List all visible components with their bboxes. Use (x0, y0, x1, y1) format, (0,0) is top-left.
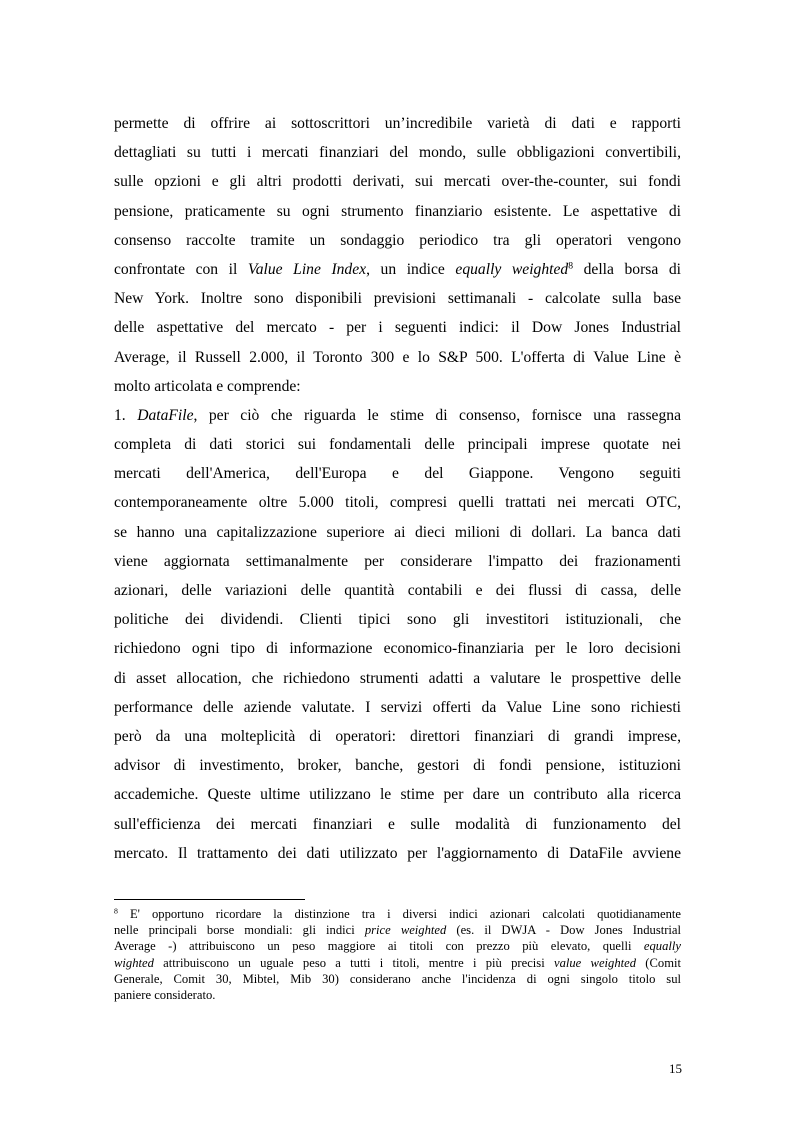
text-line: molto articolata e comprende: (114, 377, 301, 395)
text-line: viene aggiornata settimanalmente per considerare l'impatto dei frazionamenti (114, 552, 681, 570)
text-line: performance delle aziende valutate. I servizi offerti da Value Line sono richiesti (114, 698, 681, 716)
text-line: pensione, praticamente su ogni strumento finanziario esistente. Le aspettative di (114, 202, 681, 220)
text-line: azionari, delle variazioni delle quantità contabili e dei flussi di cassa, delle (114, 582, 681, 599)
text-line: accademiche. Queste ultime utilizzano le stime per dare un contributo alla ricerca (114, 786, 681, 804)
text-line: se hanno una capitalizzazione superiore ai dieci milioni di dollari. La banca dati (114, 523, 681, 541)
footnote (114, 906, 681, 1003)
footnote-separator (114, 899, 305, 900)
text-line: 1. DataFile, per ciò che riguarda le stime di consenso, fornisce una rassegna (114, 406, 681, 424)
text-line: richiedono ogni tipo di informazione economico-finanziaria per le loro decisioni (114, 640, 681, 658)
footnote-line: wighted attribuiscono un uguale peso a tutti i titoli, mentre i più precisi value weighted (Comit (114, 955, 681, 970)
body-text (114, 109, 681, 868)
text-line: New York. Inoltre sono disponibili previsioni settimanali - calcolate sulla base (114, 290, 681, 308)
text-line: sull'efficienza dei mercati finanziari e sulle modalità di funzionamento del (114, 815, 681, 833)
text-line: consenso raccolte tramite un sondaggio periodico tra gli operatori vengono (114, 231, 681, 249)
footnote-line: Average -) attribuiscono un peso maggiore ai titoli con prezzo più elevato, quelli equally (114, 939, 681, 954)
footnote-line: nelle principali borse mondiali: gli indici price weighted (es. il DWJA - Dow Jones Industrial (114, 923, 682, 938)
text-line: però da una molteplicità di operatori: direttori finanziari di grandi imprese, (114, 727, 681, 745)
footnote-reference: 8 (568, 260, 574, 272)
text-line: sulle opzioni e gli altri prodotti derivati, sui mercati over-the-counter, sui fondi (114, 173, 681, 191)
footnote-number: 8 (114, 906, 118, 916)
text-line: politiche dei dividendi. Clienti tipici sono gli investitori istituzionali, che (114, 611, 681, 629)
text-line: permette di offrire ai sottoscrittori un’incredibile varietà di dati e rapporti (114, 115, 681, 132)
footnote-line: Generale, Comit 30, Mibtel, Mib 30) considerano anche l'incidenza di ogni singolo titolo sul (114, 971, 681, 986)
text-line: Average, il Russell 2.000, il Toronto 300 e lo S&P 500. L'offerta di Value Line è (114, 348, 681, 366)
text-line: mercato. Il trattamento dei dati utilizzato per l'aggiornamento di DataFile avviene (114, 844, 681, 862)
text-line: completa di dati storici sui fondamentali delle principali imprese quotate nei (114, 436, 681, 454)
wighted-term: wighted (114, 955, 154, 970)
price-weighted-term: price weighted (364, 923, 447, 938)
footnote-line: paniere considerato. (114, 987, 216, 1002)
page-number: 15 (669, 1061, 682, 1076)
text-line: contemporaneamente oltre 5.000 titoli, compresi quelli trattati nei mercati OTC, (114, 494, 681, 512)
value-weighted-term: value weighted (554, 955, 637, 970)
text-line: advisor di investimento, broker, banche, gestori di fondi pensione, istituzioni (114, 757, 681, 775)
equally-weighted-term: equally weighted (455, 260, 569, 278)
datafile-term: DataFile (137, 406, 194, 424)
text-line: mercati dell'America, dell'Europa e del Giappone. Vengono seguiti (114, 465, 681, 483)
text-line: confrontate con il Value Line Index, un indice equally weighted$^8$ della borsa di (114, 260, 681, 278)
footnote-line: $^8$ E' opportuno ricordare la distinzione tra i diversi indici azionari calcolati quotidianamente (114, 906, 681, 921)
text-line: di asset allocation, che richiedono strumenti adatti a valutare le prospettive delle (114, 669, 681, 687)
equally-term: equally (643, 939, 681, 954)
value-line-index-term: Value Line Index (247, 260, 367, 278)
text-line: delle aspettative del mercato - per i seguenti indici: il Dow Jones Industrial (114, 319, 681, 337)
text-line: dettagliati su tutti i mercati finanziari del mondo, sulle obbligazioni convertibili, (114, 144, 681, 162)
